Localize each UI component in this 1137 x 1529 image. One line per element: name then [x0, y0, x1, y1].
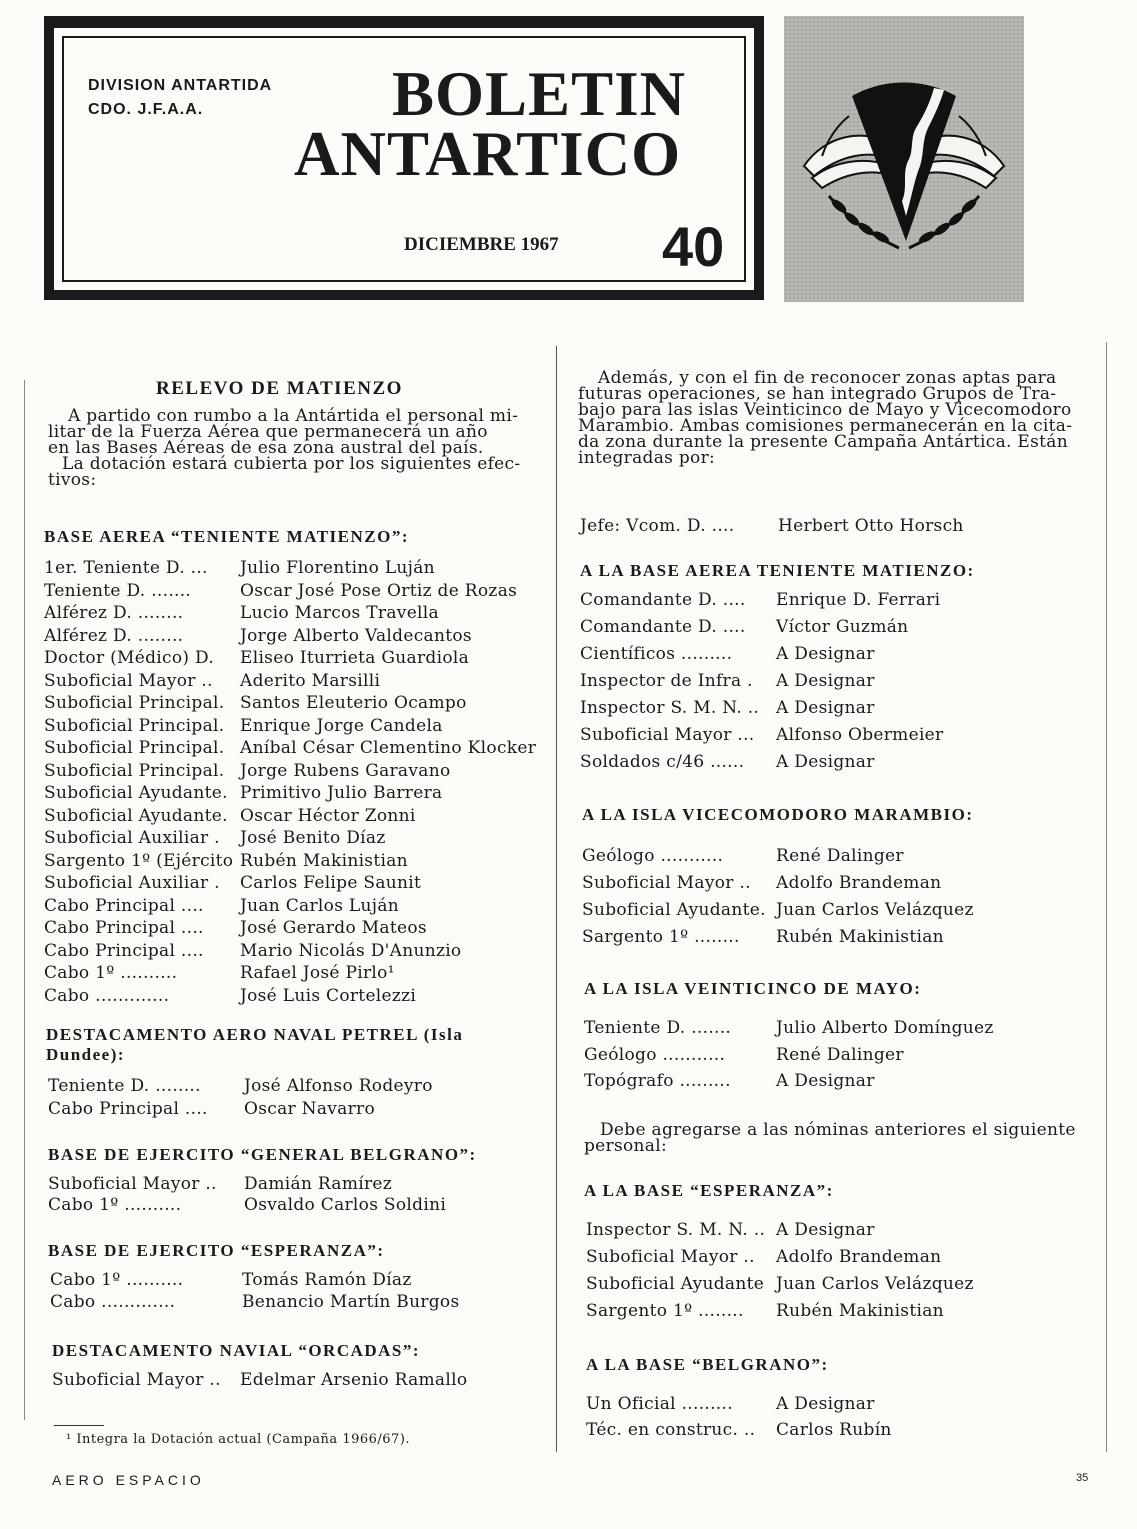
rank-label: Cabo Principal ....: [48, 1099, 208, 1119]
rank-label: Sargento 1º ........: [582, 927, 740, 947]
rank-label: Suboficial Mayor ..: [44, 670, 213, 691]
intro-line: litar de la Fuerza Aérea que permanecerá un año: [48, 422, 488, 442]
title-line-1: BOLETIN: [392, 59, 687, 129]
rank-label: Un Oficial .........: [586, 1394, 733, 1414]
rank-label: Suboficial Mayor ...: [580, 725, 755, 745]
person-name: Osvaldo Carlos Soldini: [244, 1195, 447, 1215]
group-heading: BASE AEREA “TENIENTE MATIENZO”:: [44, 527, 410, 546]
personnel-row: [44, 941, 554, 964]
group-heading: A LA BASE “BELGRANO”:: [586, 1355, 829, 1374]
person-name: Juan Carlos Velázquez: [776, 900, 974, 920]
rank-label: Sargento 1º ........: [586, 1301, 744, 1321]
personnel-row: [582, 927, 1086, 954]
person-name: José Gerardo Mateos: [240, 918, 427, 938]
rank-label: Suboficial Principal.: [44, 715, 225, 736]
page-number: 35: [1076, 1472, 1089, 1484]
masthead: [44, 16, 764, 300]
personnel-row: [580, 725, 1086, 752]
footnote-rule: [54, 1425, 104, 1426]
personnel-row: [48, 1195, 554, 1216]
note-paragraph: [584, 1122, 1084, 1154]
person-name: José Benito Díaz: [240, 828, 386, 848]
rank-label: Científicos .........: [580, 644, 733, 664]
rank-label: Teniente D. ........: [48, 1076, 201, 1096]
rank-label: Cabo Principal ....: [44, 918, 204, 938]
personnel-row: [48, 1099, 554, 1122]
rank-label: Suboficial Ayudante.: [582, 900, 766, 920]
rank-label: Cabo 1º ..........: [48, 1195, 182, 1215]
person-name: Adolfo Brandeman: [776, 873, 942, 893]
group-heading: BASE DE EJERCITO “ESPERANZA”:: [48, 1241, 385, 1260]
person-name: Rubén Makinistian: [240, 850, 408, 871]
intro-line: bajo para las islas Veinticinco de Mayo y Vicecomodoro: [578, 400, 1072, 420]
personnel-row: [580, 698, 1086, 725]
rank-label: Suboficial Principal.: [44, 693, 225, 713]
group-heading-continued: Dundee):: [46, 1045, 126, 1064]
rank-label: Geólogo ...........: [582, 846, 724, 866]
person-name: Aderito Marsilli: [240, 670, 381, 691]
jefe-row: [580, 516, 1086, 538]
issue-number: 40: [662, 215, 725, 278]
person-name: A Designar: [776, 644, 875, 664]
person-name: Rubén Makinistian: [776, 1301, 944, 1321]
person-name: René Dalinger: [776, 1044, 904, 1065]
publication-name: AERO ESPACIO: [52, 1472, 205, 1488]
rank-label: Suboficial Auxiliar .: [44, 828, 220, 848]
rank-label: Suboficial Principal.: [44, 738, 225, 758]
person-name: Oscar Héctor Zonni: [240, 805, 416, 826]
personnel-row: [44, 558, 554, 581]
personnel-row: [44, 626, 554, 649]
personnel-row: [44, 738, 554, 761]
rank-label: Comandante D. ....: [580, 617, 746, 637]
group-heading: BASE DE EJERCITO “GENERAL BELGRANO”:: [48, 1145, 477, 1164]
right-intro-paragraph: [578, 370, 1084, 466]
rank-label: Cabo 1º ..........: [50, 1270, 184, 1290]
personnel-row: [44, 918, 554, 941]
intro-line: futuras operaciones, se han integrado Grupos de Tra-: [578, 384, 1057, 404]
column-divider: [556, 346, 557, 1452]
person-name: Juan Carlos Luján: [240, 895, 400, 916]
person-name: Herbert Otto Horsch: [778, 516, 964, 536]
personnel-row: [586, 1247, 1086, 1274]
person-name: A Designar: [776, 1220, 875, 1240]
person-name: Lucio Marcos Travella: [240, 603, 439, 623]
intro-line: tivos:: [48, 470, 97, 490]
personnel-row: [586, 1420, 1086, 1446]
personnel-row: [50, 1292, 554, 1314]
person-name: Juan Carlos Velázquez: [776, 1274, 974, 1294]
personnel-row: [586, 1394, 1086, 1420]
person-name: Julio Alberto Domínguez: [776, 1018, 994, 1038]
right-column: [578, 370, 1088, 1450]
person-name: Adolfo Brandeman: [776, 1247, 942, 1267]
rank-label: Teniente D. .......: [44, 580, 192, 601]
personnel-row: [44, 783, 554, 806]
personnel-row: [44, 896, 554, 919]
intro-line: A partido con rumbo a la Antártida el personal mi-: [68, 406, 519, 426]
rank-label: Téc. en construc. ..: [586, 1420, 756, 1440]
intro-line: integradas por:: [578, 448, 716, 468]
person-name: José Alfonso Rodeyro: [244, 1076, 433, 1096]
note-line: Debe agregarse a las nóminas anteriores el siguiente: [600, 1120, 1076, 1140]
bulletin-title: [294, 59, 687, 189]
person-name: Jorge Rubens Garavano: [240, 760, 451, 781]
personnel-row: [44, 806, 554, 829]
person-name: Eliseo Iturrieta Guardiola: [240, 648, 470, 668]
personnel-row: [44, 873, 554, 896]
personnel-row: [44, 693, 554, 716]
group-heading: A LA BASE “ESPERANZA”:: [584, 1181, 834, 1200]
rank-label: Doctor (Médico) D.: [44, 648, 215, 668]
rank-label: Suboficial Ayudante.: [44, 805, 228, 826]
personnel-row: [582, 873, 1086, 900]
rank-label: Cabo 1º ..........: [44, 963, 178, 983]
division-line-2: CDO. J.F.A.A.: [88, 101, 204, 118]
personnel-row: [582, 900, 1086, 927]
personnel-row: [52, 1370, 554, 1392]
air-force-antarctic-emblem-icon: [784, 16, 1024, 302]
person-name: Rafael José Pirlo¹: [240, 963, 395, 983]
person-name: Oscar José Pose Ortiz de Rozas: [240, 580, 518, 601]
personnel-row: [584, 1018, 1086, 1045]
personnel-row: [44, 963, 554, 986]
person-name: Rubén Makinistian: [776, 927, 944, 947]
intro-line: Además, y con el fin de reconocer zonas aptas para: [598, 368, 1057, 388]
rank-label: Inspector S. M. N. ..: [580, 698, 760, 718]
personnel-row: [44, 761, 554, 784]
person-name: Carlos Felipe Saunit: [240, 873, 422, 893]
group-heading: A LA ISLA VEINTICINCO DE MAYO:: [584, 979, 922, 998]
rank-label: Soldados c/46 ......: [580, 752, 745, 772]
person-name: Oscar Navarro: [244, 1099, 375, 1119]
rank-label: Cabo Principal ....: [44, 940, 204, 961]
personnel-row: [580, 644, 1086, 671]
personnel-row: [44, 603, 554, 626]
person-name: Edelmar Arsenio Ramallo: [240, 1370, 468, 1390]
rank-label: Cabo .............: [50, 1292, 176, 1312]
section-title: RELEVO DE MATIENZO: [156, 378, 403, 399]
rank-label: Topógrafo .........: [584, 1071, 731, 1091]
rank-label: Suboficial Mayor ..: [52, 1370, 221, 1390]
person-name: Julio Florentino Luján: [240, 558, 435, 578]
rank-label: Inspector S. M. N. ..: [586, 1220, 766, 1240]
intro-line: Marambio. Ambas comisiones permanecerán en la cita-: [578, 416, 1073, 436]
rank-label: 1er. Teniente D. ...: [44, 558, 208, 578]
person-name: Aníbal César Clementino Klocker: [240, 738, 537, 758]
rank-label: Suboficial Mayor ..: [586, 1247, 755, 1267]
person-name: A Designar: [776, 1394, 875, 1414]
person-name: A Designar: [776, 698, 875, 718]
rank-label: Suboficial Principal.: [44, 760, 225, 781]
footnote: ¹ Integra la Dotación actual (Campaña 1966/67).: [66, 1432, 411, 1447]
personnel-row: [48, 1174, 554, 1195]
personnel-row: [580, 671, 1086, 698]
person-name: A Designar: [776, 671, 875, 691]
group-heading: A LA BASE AEREA TENIENTE MATIENZO:: [580, 561, 975, 580]
rank-label: Suboficial Mayor ..: [48, 1174, 217, 1194]
person-name: Damián Ramírez: [244, 1174, 393, 1194]
person-name: Enrique Jorge Candela: [240, 715, 443, 736]
personnel-row: [580, 590, 1086, 617]
personnel-row: [44, 671, 554, 694]
personnel-row: [44, 851, 554, 874]
personnel-row: [582, 846, 1086, 873]
intro-line: da zona durante la presente Campaña Antártica. Están: [578, 432, 1068, 452]
personnel-row: [44, 581, 554, 604]
division-label: [88, 74, 272, 122]
note-line: personal:: [584, 1136, 667, 1156]
group-heading: DESTACAMENTO NAVIAL “ORCADAS”:: [52, 1341, 421, 1360]
intro-line: en las Bases Aéreas de esa zona austral del país.: [48, 438, 484, 458]
personnel-row: [44, 716, 554, 739]
rank-label: Suboficial Ayudante.: [44, 783, 228, 803]
left-column-rule: [24, 380, 25, 1420]
rank-label: Geólogo ...........: [584, 1044, 726, 1065]
person-name: Tomás Ramón Díaz: [242, 1270, 412, 1290]
issue-date: DICIEMBRE 1967: [404, 234, 559, 255]
person-name: Jorge Alberto Valdecantos: [240, 625, 472, 646]
personnel-row: [44, 828, 554, 851]
rank-label: Comandante D. ....: [580, 590, 746, 610]
rank-label: Alférez D. ........: [44, 625, 184, 646]
rank-label: Suboficial Auxiliar .: [44, 873, 220, 893]
personnel-row: [44, 986, 554, 1009]
personnel-row: [586, 1274, 1086, 1301]
person-name: A Designar: [776, 1071, 875, 1091]
intro-paragraph: [48, 408, 548, 488]
person-name: Mario Nicolás D'Anunzio: [240, 940, 462, 961]
right-column-rule: [1106, 342, 1107, 1452]
person-name: Víctor Guzmán: [776, 617, 909, 637]
person-name: Santos Eleuterio Ocampo: [240, 693, 467, 713]
person-name: Primitivo Julio Barrera: [240, 783, 443, 803]
rank-label: Suboficial Mayor ..: [582, 873, 751, 893]
rank-label: Cabo .............: [44, 985, 170, 1006]
personnel-row: [584, 1045, 1086, 1072]
left-column: [44, 378, 550, 1428]
person-name: Benancio Martín Burgos: [242, 1292, 460, 1312]
personnel-row: [580, 617, 1086, 644]
personnel-row: [586, 1301, 1086, 1328]
rank-label: Teniente D. .......: [584, 1018, 732, 1038]
person-name: René Dalinger: [776, 846, 904, 866]
rank-label: Sargento 1º (Ejército: [44, 850, 234, 871]
division-line-1: DIVISION ANTARTIDA: [88, 77, 273, 94]
group-heading: A LA ISLA VICECOMODORO MARAMBIO:: [582, 805, 974, 824]
rank-label: Cabo Principal ....: [44, 895, 204, 916]
person-name: Alfonso Obermeier: [776, 725, 944, 745]
rank-label: Alférez D. ........: [44, 603, 184, 623]
rank-label: Suboficial Ayudante: [586, 1274, 765, 1294]
emblem-panel: [784, 16, 1024, 302]
rank-label: Inspector de Infra .: [580, 671, 753, 691]
personnel-row: [50, 1270, 554, 1292]
group-heading: DESTACAMENTO AERO NAVAL PETREL (Isla: [46, 1025, 464, 1044]
person-name: A Designar: [776, 752, 875, 772]
rank-label: Jefe: Vcom. D. ....: [580, 516, 735, 536]
personnel-row: [586, 1220, 1086, 1247]
personnel-row: [44, 648, 554, 671]
intro-line: La dotación estará cubierta por los siguientes efec-: [62, 454, 521, 474]
personnel-row: [48, 1076, 554, 1099]
personnel-row: [584, 1071, 1086, 1098]
person-name: Carlos Rubín: [776, 1420, 892, 1440]
person-name: José Luis Cortelezzi: [240, 985, 417, 1006]
personnel-row: [580, 752, 1086, 779]
person-name: Enrique D. Ferrari: [776, 590, 941, 610]
title-line-2: ANTARTICO: [294, 119, 682, 189]
